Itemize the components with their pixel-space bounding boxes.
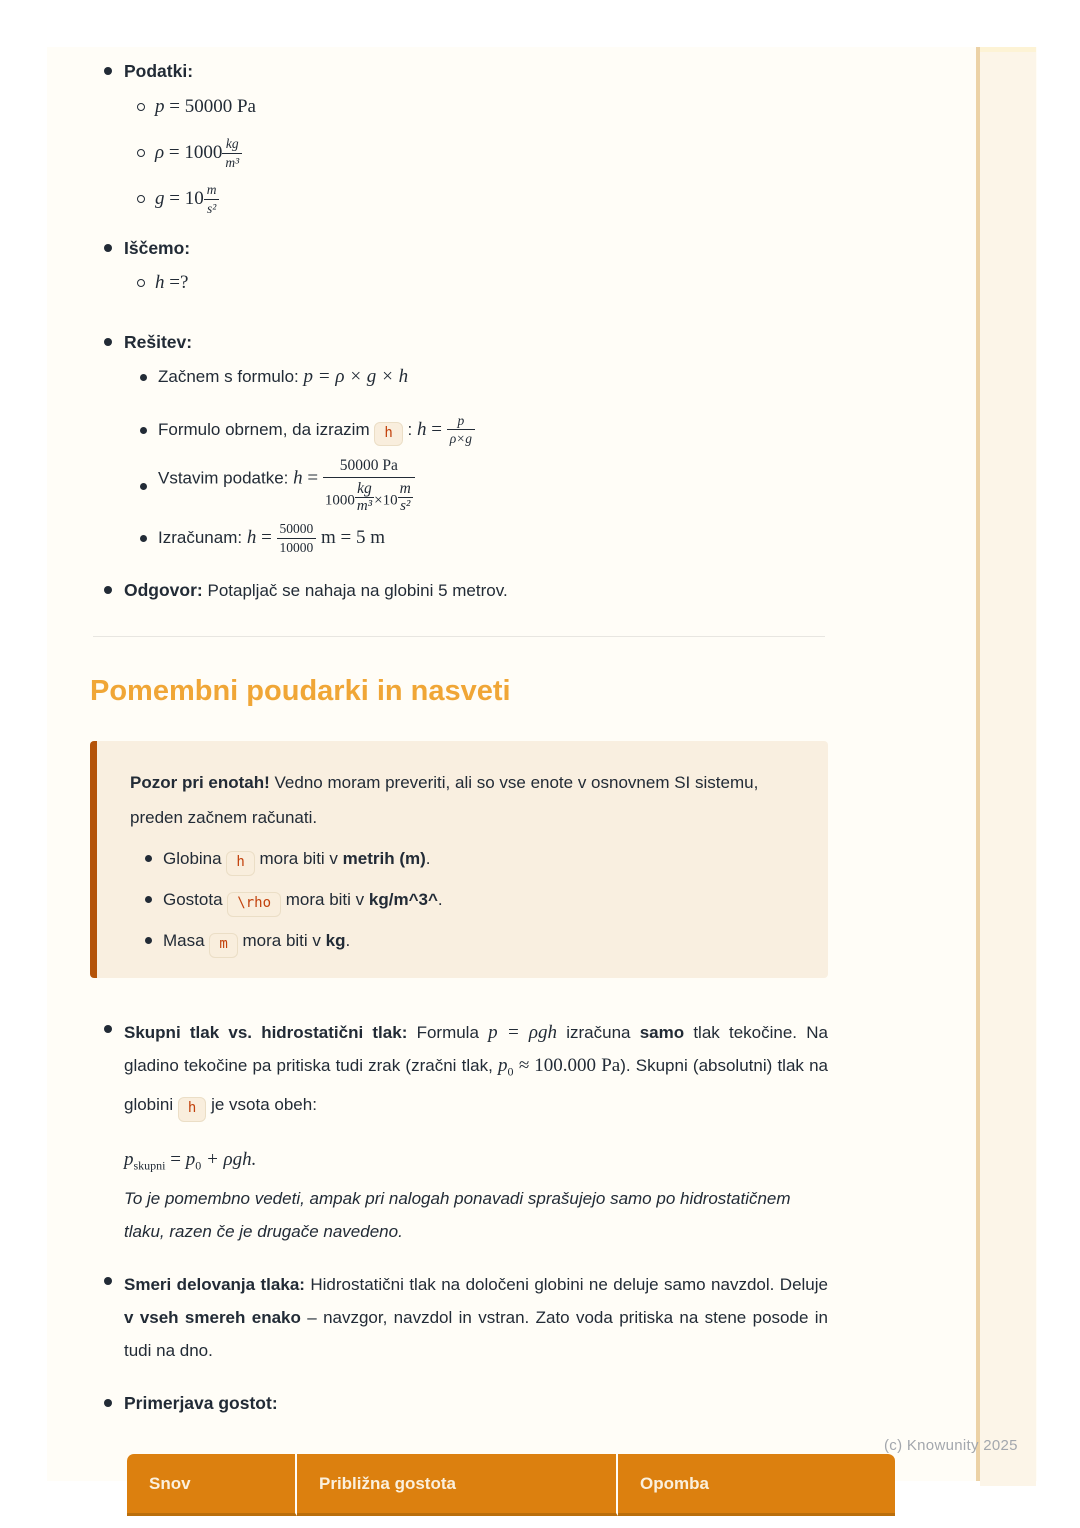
inline-code-chip: m bbox=[209, 933, 237, 958]
math-var: ρ bbox=[155, 142, 165, 164]
iscemo-label: Iščemo: bbox=[124, 238, 191, 258]
math-expression: p = ρ × g × h bbox=[303, 366, 409, 387]
display-formula: $p_{skupni} = p_0 + \rho gh$. bbox=[124, 1148, 257, 1173]
point-primerjava-gostot bbox=[90, 1390, 828, 1416]
circle-bullet-icon bbox=[137, 103, 155, 111]
section-divider bbox=[93, 636, 825, 637]
bullet-icon bbox=[140, 374, 158, 381]
bullet-icon bbox=[145, 937, 163, 944]
callout-item: Globina h mora biti v metrih (m). bbox=[130, 841, 800, 876]
bullet-icon bbox=[104, 1025, 124, 1033]
table-header-opomba: Opomba bbox=[618, 1454, 895, 1516]
step-text: Vstavim podatke: bbox=[158, 468, 289, 488]
solution-step-3: Vstavim podatke: h = 50000 Pa 1000 $\frac{kg}{\text{m³}}$ ×10 $\frac{m}{\text{s²}}$ bbox=[140, 457, 828, 515]
math-text: = 50000 Pa bbox=[169, 96, 256, 117]
bullet-icon bbox=[104, 244, 124, 252]
inline-code-chip: h bbox=[374, 422, 402, 447]
callout-item: Masa m mora biti v kg. bbox=[130, 923, 800, 958]
list-item-odgovor bbox=[90, 577, 828, 603]
bullet-icon bbox=[140, 483, 158, 490]
list-item-iscemo bbox=[90, 235, 828, 261]
step-text: Formulo obrnem, da izrazim bbox=[158, 419, 370, 439]
podatki-label: Podatki: bbox=[124, 61, 194, 81]
callout-intro-bold: Pozor pri enotah! bbox=[130, 773, 270, 792]
bullet-icon bbox=[104, 586, 124, 594]
bullet-icon bbox=[104, 1399, 124, 1407]
circle-bullet-icon bbox=[137, 149, 155, 157]
inline-code-chip: \rho bbox=[227, 892, 281, 917]
step-text: Izračunam: bbox=[158, 528, 243, 548]
list-item-podatki bbox=[90, 58, 828, 84]
point-title: Skupni tlak vs. hidrostatični tlak: bbox=[124, 1023, 408, 1042]
circle-bullet-icon bbox=[137, 195, 155, 203]
math-var: p bbox=[155, 96, 165, 117]
formula-p bbox=[137, 91, 828, 123]
formula-h-question bbox=[137, 268, 828, 298]
document-content bbox=[90, 47, 828, 1516]
math-expression: p = ρgh bbox=[488, 1022, 558, 1043]
callout-box bbox=[90, 741, 828, 978]
point-title: Smeri delovanja tlaka: bbox=[124, 1275, 305, 1295]
bullet-icon bbox=[140, 535, 158, 542]
math-text: =? bbox=[169, 272, 189, 293]
table-header-gostota: Približna gostota bbox=[297, 1454, 618, 1516]
math-var: g bbox=[155, 188, 165, 210]
callout-intro-text: Vedno moram preveriti, ali so vse enote v osnovnem SI sistemu, preden začnem računati. bbox=[130, 773, 759, 827]
point-smeri-delovanja: Smeri delovanja tlaka: Hidrostatični tlak na določeni globini ne deluje samo navzdol. Deluje v vseh smereh enako – navzgor, navzdol in vstran. Zato voda pritiska na stene posode in tudi na dno. bbox=[90, 1268, 828, 1367]
bullet-icon bbox=[140, 427, 158, 434]
fraction: 50000 Pa 1000 $\frac{kg}{\text{m³}}$ ×10 $\frac{m}{\text{s²}}$ bbox=[323, 458, 415, 514]
table-header-snov: Snov bbox=[127, 1454, 297, 1516]
solution-step-1 bbox=[140, 362, 828, 392]
bullet-icon bbox=[104, 1277, 124, 1285]
table-header-row bbox=[127, 1454, 895, 1516]
bullet-icon bbox=[145, 855, 163, 862]
math-var: h bbox=[293, 467, 303, 489]
bullet-icon bbox=[104, 67, 124, 75]
math-var: h bbox=[246, 527, 257, 549]
inline-code-chip: h bbox=[226, 851, 254, 876]
odgovor-label: Odgovor: bbox=[124, 580, 203, 600]
bullet-icon bbox=[104, 338, 124, 346]
math-text: = 10 bbox=[169, 188, 204, 210]
watermark: (c) Knowunity 2025 bbox=[884, 1437, 1018, 1454]
math-var: p bbox=[497, 1055, 508, 1076]
point-skupni-tlak: Skupni tlak vs. hidrostatični tlak: Formula p = ρgh izračuna samo tlak tekočine. Na gladino tekočine pa pritiska tudi zrak (zračni tlak, $p_0 \approx 100.000$ Pa). Skupni (absolutni) tlak na globini h je vsota obeh: $p_{skupni} = p_0 + \rho gh$. To je pomembno vedeti, ampak pri nalogah ponavadi sprašujejo samo po hidrostatičnem tlaku, razen če je drugače navedeno. bbox=[90, 1016, 828, 1248]
math-text: = 1000 bbox=[168, 142, 223, 164]
fraction: $\frac{p}{\rho\times g}$ bbox=[447, 414, 475, 446]
inline-code-chip: h bbox=[178, 1097, 206, 1122]
solution-step-2: Formulo obrnem, da izrazim h : h = $\frac{p}{\rho\times g}$ bbox=[140, 408, 828, 452]
math-var: h bbox=[417, 418, 427, 440]
density-table bbox=[127, 1454, 895, 1516]
fraction: $\frac{m}{\text{s²}}$ bbox=[204, 183, 220, 215]
solution-step-4: Izračunam: h = $\frac{50000}{10000}$ m = 5 m bbox=[140, 518, 828, 558]
list-item-resitev bbox=[90, 329, 828, 355]
math-var: h bbox=[155, 272, 165, 293]
resitev-label: Rešitev: bbox=[124, 332, 193, 352]
note-italic: To je pomembno vedeti, ampak pri nalogah ponavadi sprašujejo samo po hidrostatičnem tlaku, razen če je drugače navedeno. bbox=[124, 1189, 791, 1242]
section-heading: Pomembni poudarki in nasveti bbox=[90, 675, 511, 707]
step-text: Začnem s formulo: bbox=[158, 367, 299, 386]
formula-rho bbox=[137, 132, 828, 174]
point-title: Primerjava gostot: bbox=[124, 1393, 278, 1414]
bullet-icon bbox=[145, 896, 163, 903]
callout-item: Gostota \rho mora biti v kg/m^3^. bbox=[130, 882, 800, 917]
odgovor-text: Potapljač se nahaja na globini 5 metrov. bbox=[207, 581, 508, 600]
fraction: $\frac{kg}{\text{m³}}$ bbox=[222, 137, 242, 169]
page-edge-panel bbox=[980, 47, 1036, 1486]
fraction: $\frac{50000}{10000}$ bbox=[277, 522, 317, 554]
formula-g bbox=[137, 178, 828, 220]
circle-bullet-icon bbox=[137, 279, 155, 287]
